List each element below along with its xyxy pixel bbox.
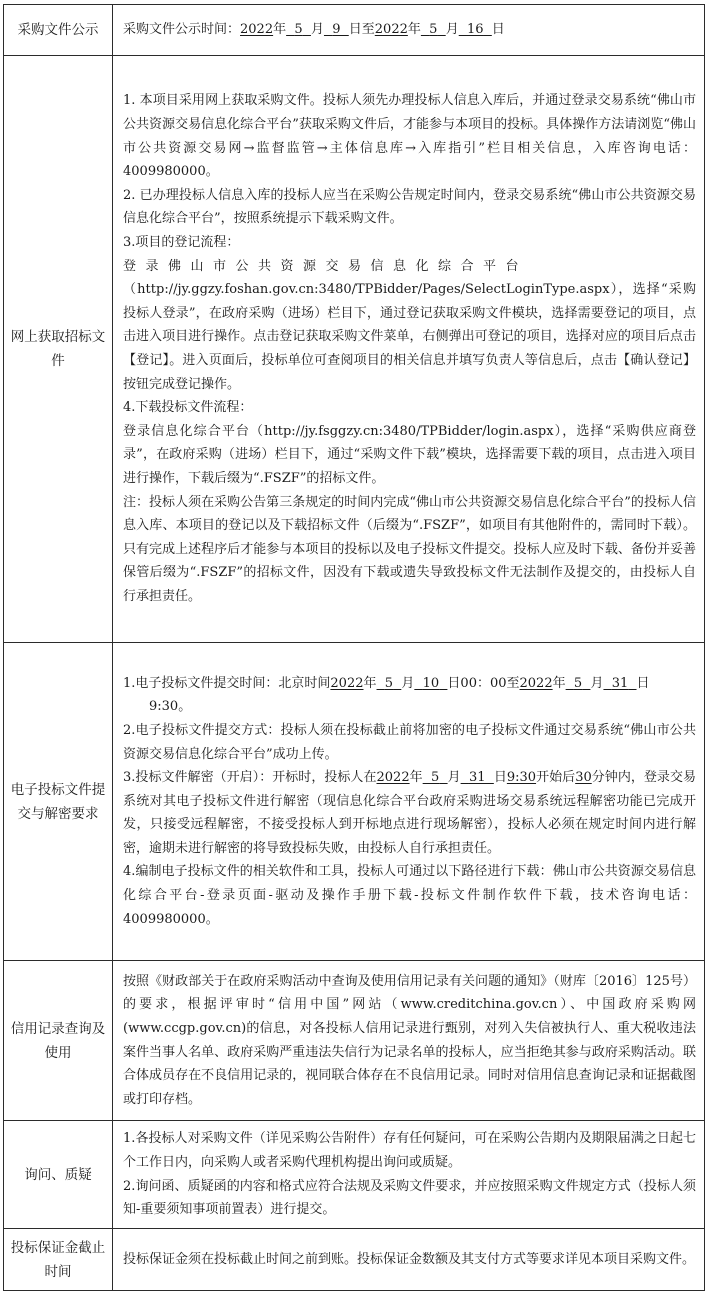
content-deposit	[113, 1229, 705, 1291]
online-p4-body: 登录信息化综合平台（http://jy.fsggzy.cn:3480/TPBidder/login.aspx），选择“采购供应商登录”，在政府采购（进场）栏目下，通过“采购文件下载”模块，选择需要下载的项目，点击进入项目进行操作，下载后缀为“.FSZF”的招标文件。	[123, 423, 696, 486]
electronic-p1-prefix: 1.电子投标文件提交时间：北京时间	[123, 675, 331, 691]
table-row-notice	[4, 5, 705, 56]
content-electronic	[113, 643, 705, 961]
table-row-inquiry	[4, 1121, 705, 1229]
label-notice: 采购文件公示	[4, 5, 113, 56]
year-char: 年	[552, 675, 566, 691]
decrypt-month-value: 5	[430, 770, 440, 786]
submit-end-time: 9:30。	[149, 699, 192, 715]
submit-end-day-value: 31	[611, 675, 629, 691]
decrypt-year: 2022	[376, 770, 410, 786]
content-inquiry	[113, 1121, 705, 1229]
label-electronic: 电子投标文件提交与解密要求	[4, 643, 113, 961]
electronic-p4: 4.编制电子投标文件的相关软件和工具，投标人可通过以下路径进行下载：佛山市公共资源交易信息化综合平台-登录页面-驱动及操作手册下载-投标文件制作软件下载，技术咨询电话：4009980000。	[123, 864, 696, 927]
decrypt-day	[461, 770, 494, 785]
decrypt-day-value: 31	[468, 770, 486, 786]
submit-start-time: 日00：00至	[447, 675, 520, 691]
decrypt-mid: 开始后	[536, 770, 576, 786]
online-p4-title: 4.下载投标文件流程：	[123, 400, 253, 416]
notice-prefix: 采购文件公示时间：	[123, 22, 241, 38]
submit-start-month-value: 5	[384, 675, 394, 691]
submit-start-month	[377, 676, 402, 691]
day-char: 日	[491, 22, 505, 38]
decrypt-time: 9:30	[506, 770, 537, 786]
content-credit	[113, 961, 705, 1121]
procurement-info-table	[3, 4, 705, 1291]
deposit-body: 投标保证金须在投标截止时间之前到账。投标保证金数额及其支付方式等要求详见本项目采购文件。	[123, 1251, 696, 1267]
notice-start-day-value: 9	[332, 22, 341, 38]
electronic-p3	[123, 766, 696, 860]
label-online: 网上获取招标文件	[4, 56, 113, 643]
online-p3-body: （http://jy.ggzy.foshan.gov.cn:3480/TPBidder/Pages/SelectLoginType.aspx），选择“采购投标人登录”，在政府采购（进场）栏目下，通过登记获取采购文件模块，选择需要登记的项目，点击进入项目进行操作。点击登记获取采购文件菜单，右侧弹出可登记的项目，选择对应的项目后点击【登记】。进入页面后，投标单位可查阅项目的相关信息并填写负责人等信息后，点击【确认登记】按钮完成登记操作。	[123, 282, 696, 392]
notice-end-month-value: 5	[429, 22, 438, 38]
submit-end-month	[566, 676, 591, 691]
day-char: 日	[493, 770, 507, 786]
decrypt-minutes: 30	[575, 770, 592, 786]
notice-start-year: 2022	[240, 22, 274, 38]
submit-start-day-value: 10	[422, 675, 440, 691]
notice-period	[123, 18, 696, 42]
decrypt-month	[423, 770, 448, 785]
submit-end-year: 2022	[519, 675, 553, 691]
notice-start-day	[324, 22, 349, 37]
table-row-electronic	[4, 643, 705, 961]
notice-start-month-value: 5	[294, 22, 303, 38]
month-char: 月	[310, 22, 324, 38]
submit-end-month-value: 5	[573, 675, 583, 691]
month-char: 月	[445, 22, 459, 38]
month-char: 月	[447, 770, 461, 786]
content-notice	[113, 5, 705, 56]
credit-body: 按照《财政部关于在政府采购活动中查询及使用信用记录有关问题的通知》（财库〔2016〕125号）的要求，根据评审时“信用中国”网站（www.creditchina.gov.cn）、中国政府采购网(www.ccgp.gov.cn)的信息，对各投标人信用记录进行甄别，对列入失信被执行人、重大税收违法案件当事人名单、政府采购严重违法失信行为记录名单的投标人，应当拒绝其参与政府采购活动。联合体成员存在不良信用记录的，视同联合体存在不良信用记录。同时对信用信息查询记录和证据截图或打印存档。	[123, 973, 696, 1107]
table-row-deposit	[4, 1229, 705, 1291]
electronic-p3-rest: 分钟内，登录交易系统对其电子投标文件进行解密（现信息化综合平台政府采购进场交易系统远程解密功能已完成开发，只接受远程解密，不接受投标人到开标地点进行现场解密），投标人必须在规定时间内进行解密，逾期未进行解密的将导致投标失败，由投标人自行承担责任。	[123, 770, 696, 856]
notice-end-month	[421, 22, 446, 37]
table-row-credit	[4, 961, 705, 1121]
submit-end-day	[603, 676, 636, 691]
year-char: 年	[363, 675, 377, 691]
inquiry-p2: 2.询问函、质疑函的内容和格式应符合法规及采购文件要求，并应按照采购文件规定方式（投标人须知-重要须知事项前置表）进行提交。	[123, 1178, 696, 1218]
online-p1: 1. 本项目采用网上获取采购文件。投标人须先办理投标人信息入库后，并通过登录交易系统“佛山市公共资源交易信息化综合平台”获取采购文件后，才能参与本项目的投标。具体操作方法请浏览“佛山市公共资源交易网→监督监管→主体信息库→入库指引”栏目相关信息，入库咨询电话：4009980000。	[123, 93, 696, 180]
month-char: 月	[590, 675, 604, 691]
day-to-char: 日至	[348, 22, 375, 38]
online-note: 注：投标人须在采购公告第三条规定的时间内完成“佛山市公共资源交易信息化综合平台”的投标人信息入库、本项目的登记以及下载招标文件（后缀为“.FSZF”，如项目有其他附件的，需同时下载）。只有完成上述程序后才能参与本项目的投标以及电子投标文件提交。投标人应及时下载、备份并妥善保管后缀为“.FSZF”的招标文件，因没有下载或遗失导致投标文件无法制作及提交的，由投标人自行承担责任。	[123, 494, 696, 604]
electronic-p3-prefix: 3.投标文件解密（开启）：开标时，投标人在	[123, 770, 377, 786]
online-p3-login: 登录佛山市公共资源交易信息化综合平台	[123, 258, 529, 274]
label-deposit: 投标保证金截止时间	[4, 1229, 113, 1291]
online-p3-title: 3.项目的登记流程：	[123, 235, 240, 251]
inquiry-p1: 1.各投标人对采购文件（详见采购公告附件）存有任何疑问，可在采购公告期内及期限届满之日起七个工作日内，向采购人或者采购代理机构提出询问或质疑。	[123, 1131, 696, 1170]
submit-start-day	[414, 676, 447, 691]
table-row-online	[4, 56, 705, 643]
submit-start-year: 2022	[330, 675, 364, 691]
year-char: 年	[407, 22, 421, 38]
notice-end-day	[459, 22, 492, 37]
month-char: 月	[401, 675, 415, 691]
notice-start-month	[286, 22, 311, 37]
day-char: 日	[636, 675, 650, 691]
notice-end-day-value: 16	[466, 22, 484, 38]
label-credit: 信用记录查询及使用	[4, 961, 113, 1121]
online-p2: 2. 已办理投标人信息入库的投标人应当在采购公告规定时间内，登录交易系统“佛山市公共资源交易信息化综合平台”，按照系统提示下载采购文件。	[123, 187, 696, 227]
year-char: 年	[409, 770, 423, 786]
electronic-p1	[123, 672, 696, 719]
year-char: 年	[273, 22, 287, 38]
label-inquiry: 询问、质疑	[4, 1121, 113, 1229]
notice-end-year: 2022	[374, 22, 408, 38]
content-online	[113, 56, 705, 643]
electronic-p2: 2.电子投标文件提交方式：投标人须在投标截止前将加密的电子投标文件通过交易系统“佛山市公共资源交易信息化综合平台”成功上传。	[123, 722, 696, 762]
